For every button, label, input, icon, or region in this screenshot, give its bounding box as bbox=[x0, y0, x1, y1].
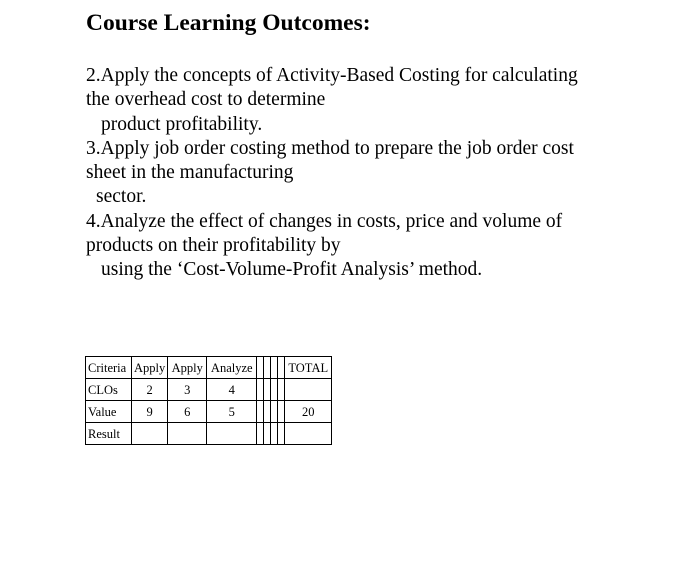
table-cell bbox=[132, 423, 168, 445]
table-cell: Analyze bbox=[207, 357, 257, 379]
table-cell: TOTAL bbox=[285, 357, 332, 379]
table-cell bbox=[257, 357, 264, 379]
table-cell bbox=[278, 379, 285, 401]
outcome-line: 4.Analyze the effect of changes in costs, price and volume of bbox=[86, 210, 563, 232]
table-cell bbox=[264, 423, 271, 445]
outcome-line: 2.Apply the concepts of Activity-Based Costing for calculating bbox=[86, 65, 578, 86]
outcome-item bbox=[86, 210, 646, 283]
table-cell: Result bbox=[86, 423, 132, 445]
outcome-item bbox=[86, 64, 646, 137]
table-cell bbox=[257, 423, 264, 445]
outcome-line: product profitability. bbox=[101, 113, 263, 135]
table-cell: 2 bbox=[132, 379, 168, 401]
grading-table bbox=[85, 356, 332, 445]
outcome-item bbox=[86, 137, 646, 210]
table-cell: 20 bbox=[285, 401, 332, 423]
table-cell bbox=[278, 401, 285, 423]
table-cell bbox=[168, 423, 207, 445]
table-cell: 9 bbox=[132, 401, 168, 423]
table-cell: 5 bbox=[207, 401, 257, 423]
table-cell bbox=[264, 357, 271, 379]
table-row bbox=[86, 401, 332, 423]
table-cell bbox=[257, 401, 264, 423]
table-cell bbox=[264, 379, 271, 401]
outcome-line: the overhead cost to determine bbox=[86, 89, 326, 111]
table-cell: Value bbox=[86, 401, 132, 423]
table-cell: CLOs bbox=[86, 379, 132, 401]
table-cell: Apply bbox=[168, 357, 207, 379]
table-row bbox=[86, 379, 332, 401]
table-cell: Apply bbox=[132, 357, 168, 379]
table-cell bbox=[271, 423, 278, 445]
table-cell bbox=[271, 401, 278, 423]
table-cell bbox=[264, 401, 271, 423]
table-cell bbox=[207, 423, 257, 445]
table-cell bbox=[278, 357, 285, 379]
outcomes-list bbox=[86, 64, 646, 283]
outcome-line: sheet in the manufacturing bbox=[86, 162, 294, 184]
table-row bbox=[86, 423, 332, 445]
outcome-line: using the ‘Cost-Volume-Profit Analysis’ method. bbox=[101, 259, 483, 281]
table-cell bbox=[278, 423, 285, 445]
table-row bbox=[86, 357, 332, 379]
outcome-line: 3.Apply job order costing method to prepare the job order cost bbox=[86, 137, 574, 159]
table-cell: Criteria bbox=[86, 357, 132, 379]
table-cell bbox=[271, 357, 278, 379]
outcome-line: sector. bbox=[96, 186, 147, 208]
outcome-line: products on their profitability by bbox=[86, 235, 341, 257]
table-cell bbox=[285, 379, 332, 401]
table-cell: 4 bbox=[207, 379, 257, 401]
table-cell bbox=[257, 379, 264, 401]
table-cell: 6 bbox=[168, 401, 207, 423]
table-cell bbox=[285, 423, 332, 445]
table-cell bbox=[271, 379, 278, 401]
table-cell: 3 bbox=[168, 379, 207, 401]
page-heading: Course Learning Outcomes: bbox=[86, 10, 371, 36]
